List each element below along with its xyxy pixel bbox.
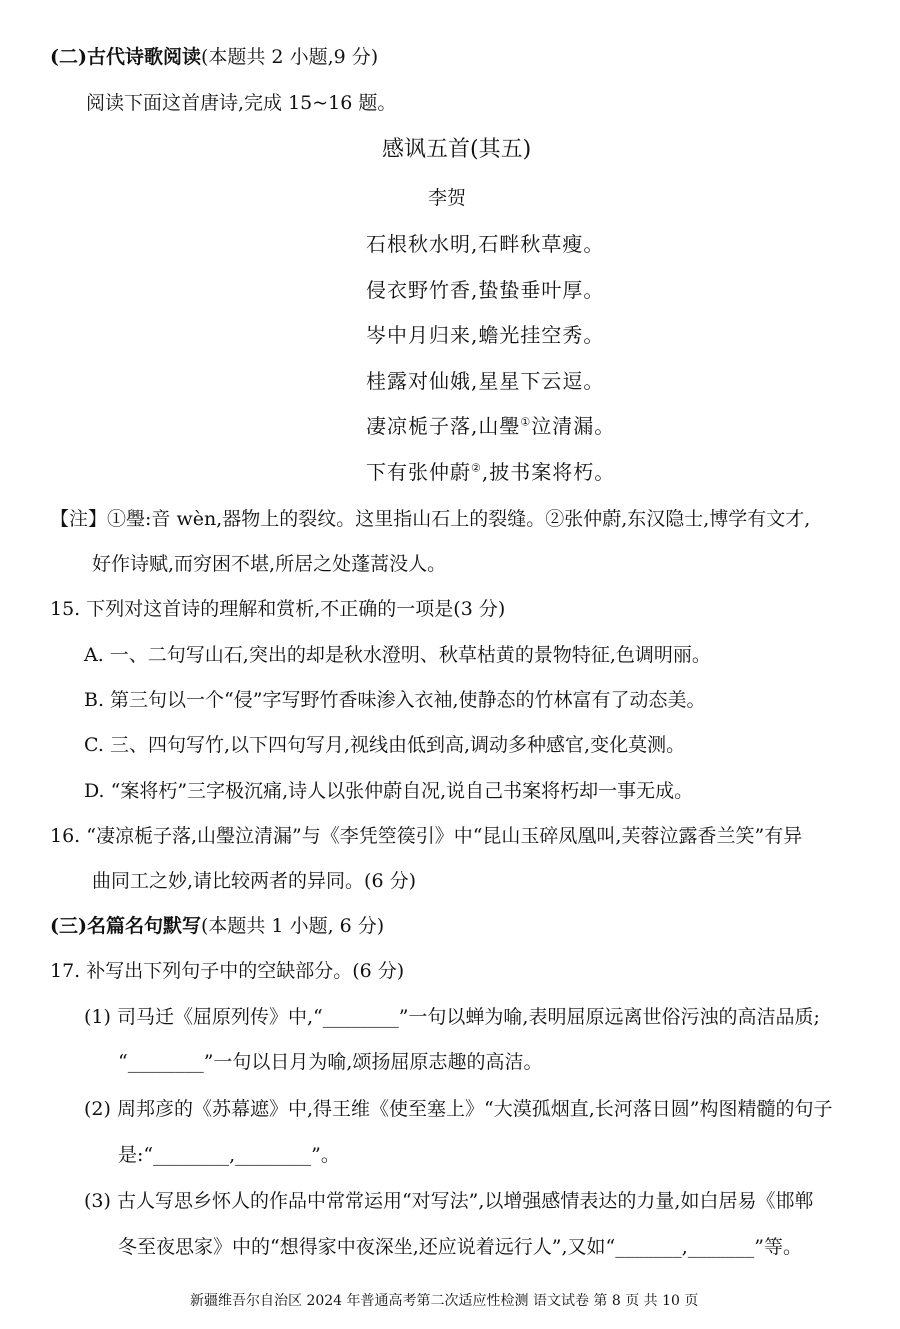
footnote-marker-2: ②: [471, 461, 482, 475]
section3-heading-bold: (三)名篇名句默写: [50, 915, 201, 937]
poem-line-3: 岑中月归来,蟾光挂空秀。: [366, 323, 605, 347]
q17-part1-line1: (1) 司马迁《屈原列传》中,“________”一句以蝉为喻,表明屈原远离世俗污浊的高洁品质;: [84, 1006, 820, 1028]
note-line-1: 【注】①璺:音 wèn,器物上的裂纹。这里指山石上的裂缝。②张仲蔚,东汉隐士,博学有文才,: [50, 508, 811, 530]
section2-intro: 阅读下面这首唐诗,完成 15~16 题。: [86, 92, 397, 114]
poem-line-6-b: ,披书案将朽。: [481, 460, 616, 484]
q15-stem: 15. 下列对这首诗的理解和赏析,不正确的一项是(3 分): [50, 598, 506, 620]
section2-heading-rest: (本题共 2 小题,9 分): [200, 46, 379, 68]
q16-line-2: 曲同工之妙,请比较两者的异同。(6 分): [92, 870, 416, 892]
q17-stem: 17. 补写出下列句子中的空缺部分。(6 分): [50, 960, 405, 982]
section3-heading-rest: (本题共 1 小题, 6 分): [200, 915, 385, 937]
q15-option-c: C. 三、四句写竹,以下四句写月,视线由低到高,调动多种感官,变化莫测。: [84, 734, 686, 756]
poem-line-5-b: 泣清漏。: [531, 414, 616, 438]
poem-line-5-a: 凄凉栀子落,山璺: [366, 414, 521, 438]
poem-line-2: 侵衣野竹香,蛰蛰垂叶厚。: [366, 278, 605, 302]
section2-heading: [50, 44, 378, 70]
q16-line-1: 16. “凄凉栀子落,山璺泣清漏”与《李凭箜篌引》中“昆山玉碎凤凰叫,芙蓉泣露香兰笑”有异: [50, 825, 803, 847]
q15-option-b: B. 第三句以一个“侵”字写野竹香味渗入衣袖,使静态的竹林富有了动态美。: [84, 689, 706, 711]
section2-heading-bold: (二)古代诗歌阅读: [50, 46, 201, 68]
poem-line-1: 石根秋水明,石畔秋草瘦。: [366, 232, 605, 256]
q17-part2-line1: (2) 周邦彦的《苏幕遮》中,得王维《使至塞上》“大漠孤烟直,长河落日圆”构图精髓的句子: [84, 1098, 833, 1120]
poem-line-5: [366, 413, 615, 439]
page-footer: 新疆维吾尔自治区 2024 年普通高考第二次适应性检测 语文试卷 第 8 页 共 10 页: [190, 1293, 699, 1309]
poem-author: 李贺: [428, 187, 467, 209]
section3-heading: [50, 913, 384, 939]
q17-part3-line1: (3) 古人写思乡怀人的作品中常常运用“对写法”,以增强感情表达的力量,如白居易《邯郸: [84, 1190, 814, 1212]
poem-line-4: 桂露对仙娥,星星下云逗。: [366, 369, 605, 393]
note-line-2: 好作诗赋,而穷困不堪,所居之处蓬蒿没人。: [92, 553, 447, 575]
poem-line-6-a: 下有张仲蔚: [366, 460, 471, 484]
q15-option-a: A. 一、二句写山石,突出的却是秋水澄明、秋草枯黄的景物特征,色调明丽。: [84, 644, 711, 666]
poem-title: 感讽五首(其五): [382, 137, 532, 162]
q17-part2-line2: 是:“________,________”。: [118, 1144, 340, 1166]
poem-line-6: [366, 459, 615, 485]
q17-part1-line2: “________”一句以日月为喻,颂扬屈原志趣的高洁。: [118, 1051, 543, 1073]
q17-part3-line2: 冬至夜思家》中的“想得家中夜深坐,还应说着远行人”,又如“_______,_______”等。: [118, 1236, 802, 1258]
q15-option-d: D. “案将朽”三字极沉痛,诗人以张仲蔚自况,说自己书案将朽却一事无成。: [84, 780, 694, 802]
footnote-marker-1: ①: [520, 415, 532, 429]
